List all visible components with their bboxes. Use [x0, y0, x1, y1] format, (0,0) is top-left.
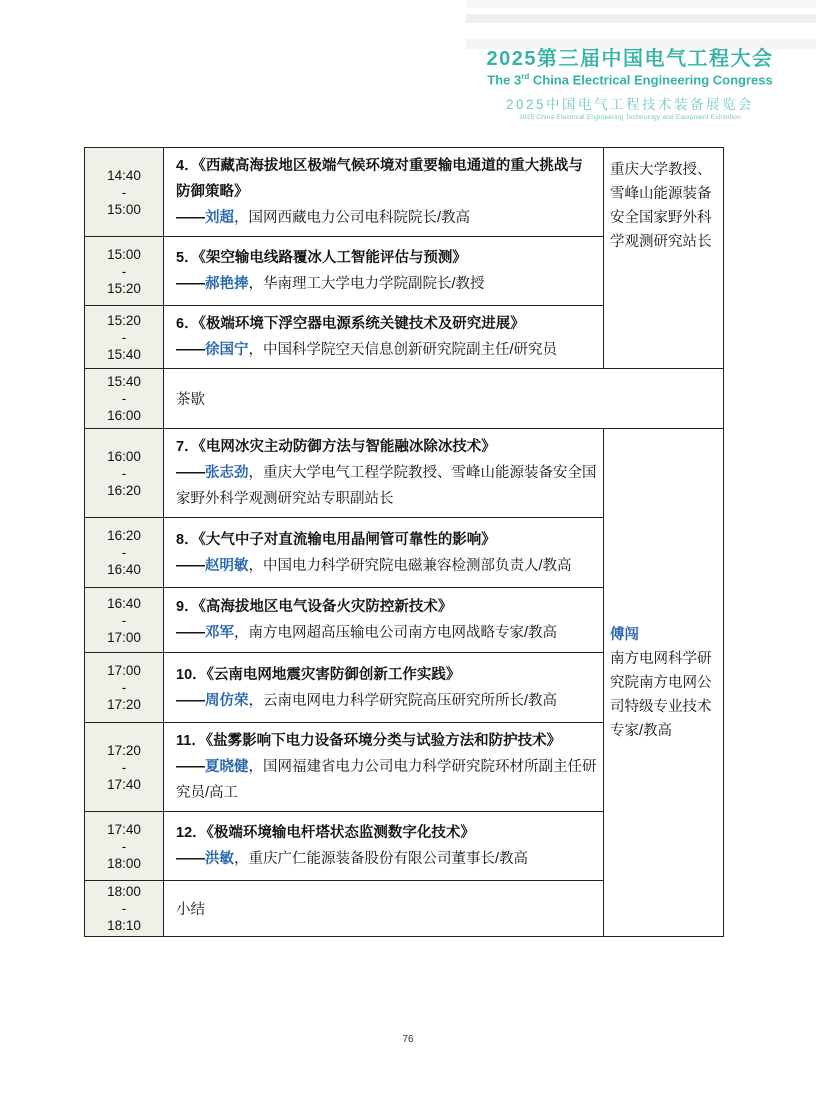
talk-title: 8．《大气中子对直流输电用晶闸管可靠性的影响》 — [176, 531, 496, 548]
time-cell: 14:40 - 15:00 — [85, 148, 164, 237]
speaker-name: 洪敏 — [205, 851, 234, 867]
talk-speaker: ——郝艳捧，华南理工大学电力学院副院长/教授 — [176, 276, 485, 292]
talk-title: 9．《高海拔地区电气设备火灾防控新技术》 — [176, 599, 453, 615]
time-cell: 15:00 - 15:20 — [85, 237, 164, 306]
expo-title-cn: 2025中国电气工程技术装备展览会 — [505, 97, 755, 113]
talk-cell — [164, 723, 604, 812]
speaker-name: 刘超 — [205, 210, 234, 226]
agenda-table — [84, 147, 724, 937]
talk-title: 4．《西藏高海拔地区极端气候环境对重要输电通道的重大挑战与防御策略》 — [176, 158, 583, 200]
talk-title: 5．《架空输电线路覆冰人工智能评估与预测》 — [176, 250, 467, 266]
talk-cell — [164, 148, 604, 237]
talk-speaker: ——赵明敏，中国电力科学研究院电磁兼容检测部负责人/教高 — [176, 557, 572, 574]
speaker-name: 周仿荣 — [205, 692, 249, 709]
time-cell: 15:20 - 15:40 — [85, 306, 164, 369]
talk-speaker: ——邓军，南方电网超高压输电公司南方电网战略专家/教高 — [176, 625, 558, 641]
watermark-band — [466, 0, 816, 8]
talk-title: 11．《盐雾影响下电力设备环境分类与试验方法和防护技术》 — [176, 733, 562, 749]
talk-cell — [164, 812, 604, 881]
talk-speaker: ——夏晓健，国网福建省电力公司电力科学研究院环材所副主任研究员/高工 — [176, 759, 597, 801]
expo-title-en: 2025 China Electrical Engineering Technology and Equipment Exhibition — [519, 114, 741, 122]
speaker-name: 郝艳捧 — [205, 276, 249, 292]
summary-cell: 小结 — [164, 881, 604, 937]
moderator-cell: 重庆大学教授、雪峰山能源装备安全国家野外科学观测研究站长 — [604, 148, 724, 369]
talk-cell — [164, 306, 604, 369]
table-row — [85, 148, 724, 237]
page-number: 76 — [402, 1034, 414, 1045]
time-cell: 17:00 - 17:20 — [85, 653, 164, 723]
time-cell: 17:20 - 17:40 — [85, 723, 164, 812]
talk-cell — [164, 588, 604, 653]
time-cell: 18:00 - 18:10 — [85, 881, 164, 937]
talk-cell — [164, 237, 604, 306]
congress-title-en: The 3rd China Electrical Engineering Congress — [487, 72, 773, 88]
time-cell: 15:40 - 16:00 — [85, 369, 164, 429]
time-cell: 16:40 - 17:00 — [85, 588, 164, 653]
talk-cell — [164, 429, 604, 518]
time-cell: 17:40 - 18:00 — [85, 812, 164, 881]
table-row — [85, 369, 724, 429]
talk-title: 12．《极端环境输电杆塔状态监测数字化技术》 — [176, 825, 475, 841]
time-cell: 16:00 - 16:20 — [85, 429, 164, 518]
talk-title: 6．《极端环境下浮空器电源系统关键技术及研究进展》 — [176, 316, 525, 332]
talk-title: 10．《云南电网地震灾害防御创新工作实践》 — [176, 666, 461, 683]
table-row — [85, 429, 724, 518]
speaker-name: 徐国宁 — [205, 342, 249, 358]
moderator-cell: 傅闯 南方电网科学研究院南方电网公司特级专业技术专家/教高 — [604, 429, 724, 937]
talk-title: 7．《电网冰灾主动防御方法与智能融冰除冰技术》 — [176, 439, 496, 455]
talk-cell — [164, 518, 604, 588]
speaker-name: 张志劲 — [205, 465, 249, 481]
speaker-name: 夏晓健 — [205, 759, 249, 775]
speaker-name: 赵明敏 — [205, 557, 249, 574]
talk-speaker: ——周仿荣，云南电网电力科学研究院高压研究所所长/教高 — [176, 692, 558, 709]
time-cell: 16:20 - 16:40 — [85, 518, 164, 588]
break-cell: 茶歇 — [164, 369, 724, 429]
watermark-band — [466, 14, 816, 23]
talk-speaker: ——张志劲，重庆大学电气工程学院教授、雪峰山能源装备安全国家野外科学观测研究站专职副站长 — [176, 465, 597, 507]
talk-speaker: ——洪敏，重庆广仁能源装备股份有限公司董事长/教高 — [176, 851, 529, 867]
moderator-name: 傅闯 — [610, 626, 639, 643]
speaker-name: 邓军 — [205, 625, 234, 641]
talk-cell — [164, 653, 604, 723]
talk-speaker: ——刘超，国网西藏电力公司电科院院长/教高 — [176, 210, 471, 226]
talk-speaker: ——徐国宁，中国科学院空天信息创新研究院副主任/研究员 — [176, 342, 558, 358]
congress-title-cn: 2025第三届中国电气工程大会 — [486, 48, 774, 70]
congress-logo — [450, 42, 810, 121]
